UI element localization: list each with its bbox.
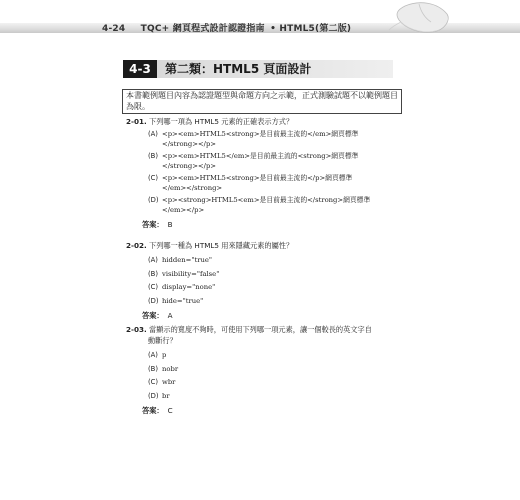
question-number: 2-02.: [126, 241, 147, 250]
page-number: 4-24: [102, 24, 126, 34]
question-text: 下列哪一項為 HTML5 元素的正確表示方式？: [149, 117, 294, 126]
question-stem: [126, 324, 372, 335]
option-a: (A) hidden="true": [148, 256, 212, 264]
answer: 答案： B: [142, 220, 173, 229]
question-text: 下列哪一種為 HTML5 用來隱藏元素的屬性？: [149, 241, 294, 250]
question-stem: [126, 240, 293, 251]
option-c: (C) display="none": [148, 283, 216, 291]
answer-value: C: [167, 406, 173, 415]
option-d-continued: </em></p>: [162, 206, 205, 214]
question-2-02: [126, 240, 293, 321]
question-2-01: [126, 116, 370, 230]
option-d: (D) <p><strong>HTML5<em>是目前最主流的</strong>網頁標準: [148, 196, 371, 204]
answer-value: B: [167, 220, 173, 229]
option-b-continued: </strong></p>: [162, 162, 217, 170]
question-text-continued: 動斷行？: [148, 336, 177, 345]
running-header: [102, 21, 351, 34]
answer-value: A: [167, 311, 173, 320]
option-b: (B) <p><em>HTML5</em>是目前最主流的<strong>網頁標準: [148, 152, 359, 160]
section-heading: [123, 60, 393, 78]
option-a-continued: </strong></p>: [162, 140, 217, 148]
question-2-03: [126, 324, 372, 416]
book-title: TQC+ 網頁程式設計認證指南: [140, 24, 265, 34]
option-d: (D) br: [148, 391, 170, 400]
option-c: (C) wbr: [148, 378, 176, 386]
option-c: (C) <p><em>HTML5<strong>是目前最主流的</p>網頁標準: [148, 174, 353, 182]
option-a: (A) p: [148, 351, 167, 359]
option-b: (B) visibility="false": [148, 269, 220, 278]
book-subtitle: • HTML5(第二版): [270, 24, 352, 34]
question-number: 2-03.: [126, 325, 147, 334]
section-number: 4-3: [123, 60, 157, 78]
notice-box: 本書範例題目內容為認證題型與命題方向之示範，正式測驗試題不以範例題目為限。: [122, 89, 402, 114]
answer: 答案： C: [142, 406, 173, 415]
page-header: [0, 0, 520, 40]
question-stem: [126, 116, 370, 127]
section-title-bar: [157, 60, 393, 78]
question-number: 2-01.: [126, 117, 147, 126]
option-b: (B) nobr: [148, 364, 179, 373]
answer: 答案： A: [142, 311, 173, 320]
section-title: 第二類：HTML5 頁面設計: [165, 62, 312, 76]
option-d: (D) hide="true": [148, 296, 204, 305]
computer-mouse-icon: [385, 0, 455, 38]
option-a: (A) <p><em>HTML5<strong>是目前最主流的</em>網頁標準: [148, 130, 359, 138]
option-c-continued: </em></strong>: [162, 184, 223, 192]
question-text: 當顯示的寬度不夠時，可使用下列哪一項元素，讓一個較長的英文字自: [149, 325, 372, 334]
